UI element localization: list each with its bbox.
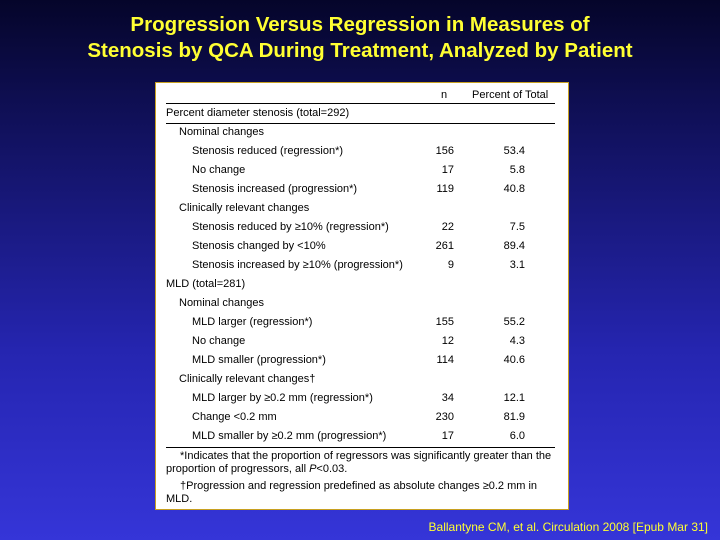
slide-title <box>0 12 720 64</box>
row-label: Clinically relevant changes† <box>179 373 316 385</box>
row-n-value: 114 <box>436 354 454 366</box>
row-n-value: 9 <box>447 259 454 271</box>
row-label: Clinically relevant changes <box>179 202 310 214</box>
row-label: Nominal changes <box>179 297 264 309</box>
table-row <box>156 275 570 294</box>
table-row <box>156 199 570 218</box>
footnote-p-symbol: P <box>309 463 317 475</box>
table-row <box>156 256 570 275</box>
table-row <box>156 332 570 351</box>
table-row <box>156 142 570 161</box>
row-percent-value: 6.0 <box>509 430 525 442</box>
row-label: No change <box>192 164 246 176</box>
table-row <box>156 237 570 256</box>
row-label: Stenosis reduced (regression*) <box>192 145 344 157</box>
row-percent-value: 40.6 <box>503 354 525 366</box>
footnote-definition <box>166 480 558 506</box>
table-row <box>156 427 570 446</box>
table-row <box>156 351 570 370</box>
row-n-value: 22 <box>441 221 454 233</box>
table-row <box>156 408 570 427</box>
row-n-value: 17 <box>441 430 454 442</box>
row-label: MLD smaller (progression*) <box>192 354 326 366</box>
row-label: MLD (total=281) <box>166 278 246 290</box>
row-label: Stenosis changed by <10% <box>192 240 326 252</box>
row-percent-value: 40.8 <box>503 183 525 195</box>
row-n-value: 34 <box>441 392 454 404</box>
slide-title-line-2: Stenosis by QCA During Treatment, Analyzed by Patient <box>87 39 633 62</box>
table-row <box>156 180 570 199</box>
row-label: MLD larger by ≥0.2 mm (regression*) <box>192 392 373 404</box>
column-header-percent: Percent of Total <box>472 89 549 101</box>
footnote-significance <box>166 450 558 476</box>
row-label: Stenosis increased by ≥10% (progression*) <box>192 259 403 271</box>
table-row <box>156 389 570 408</box>
row-percent-value: 5.8 <box>509 164 525 176</box>
table-row <box>156 370 570 389</box>
row-label: Percent diameter stenosis (total=292) <box>166 107 350 119</box>
row-n-value: 155 <box>435 316 454 328</box>
citation: Ballantyne CM, et al. Circulation 2008 [Epub Mar 31] <box>428 520 708 534</box>
table-row <box>156 104 570 123</box>
footnote-definition-text: †Progression and regression predefined as absolute changes ≥0.2 mm in MLD. <box>166 480 538 505</box>
table-row <box>156 313 570 332</box>
data-table <box>155 82 569 510</box>
row-percent-value: 53.4 <box>503 145 525 157</box>
row-label: No change <box>192 335 246 347</box>
row-label: Stenosis reduced by ≥10% (regression*) <box>192 221 389 233</box>
row-percent-value: 12.1 <box>503 392 525 404</box>
row-percent-value: 3.1 <box>509 259 525 271</box>
row-n-value: 119 <box>436 183 454 195</box>
table-row <box>156 218 570 237</box>
footnote-significance-text: *Indicates that the proportion of regressors was significantly greater than the proportion of progressors, all <box>166 450 552 475</box>
table-bottom-rule <box>166 447 555 448</box>
row-n-value: 261 <box>435 240 454 252</box>
row-percent-value: 7.5 <box>509 221 525 233</box>
row-percent-value: 81.9 <box>503 411 525 423</box>
row-n-value: 230 <box>435 411 454 423</box>
table-row <box>156 123 570 142</box>
row-label: Stenosis increased (progression*) <box>192 183 358 195</box>
row-percent-value: 89.4 <box>503 240 525 252</box>
row-percent-value: 55.2 <box>503 316 525 328</box>
row-n-value: 12 <box>441 335 454 347</box>
row-label: MLD larger (regression*) <box>192 316 313 328</box>
row-n-value: 17 <box>441 164 454 176</box>
column-header-n: n <box>441 89 448 101</box>
footnote-p-value: <0.03. <box>316 463 348 475</box>
row-label: Change <0.2 mm <box>192 411 277 423</box>
row-n-value: 156 <box>435 145 454 157</box>
row-label: Nominal changes <box>179 126 264 138</box>
row-label: MLD smaller by ≥0.2 mm (progression*) <box>192 430 387 442</box>
table-row <box>156 161 570 180</box>
table-row <box>156 294 570 313</box>
row-percent-value: 4.3 <box>509 335 525 347</box>
slide-title-line-1: Progression Versus Regression in Measures of <box>130 13 590 36</box>
